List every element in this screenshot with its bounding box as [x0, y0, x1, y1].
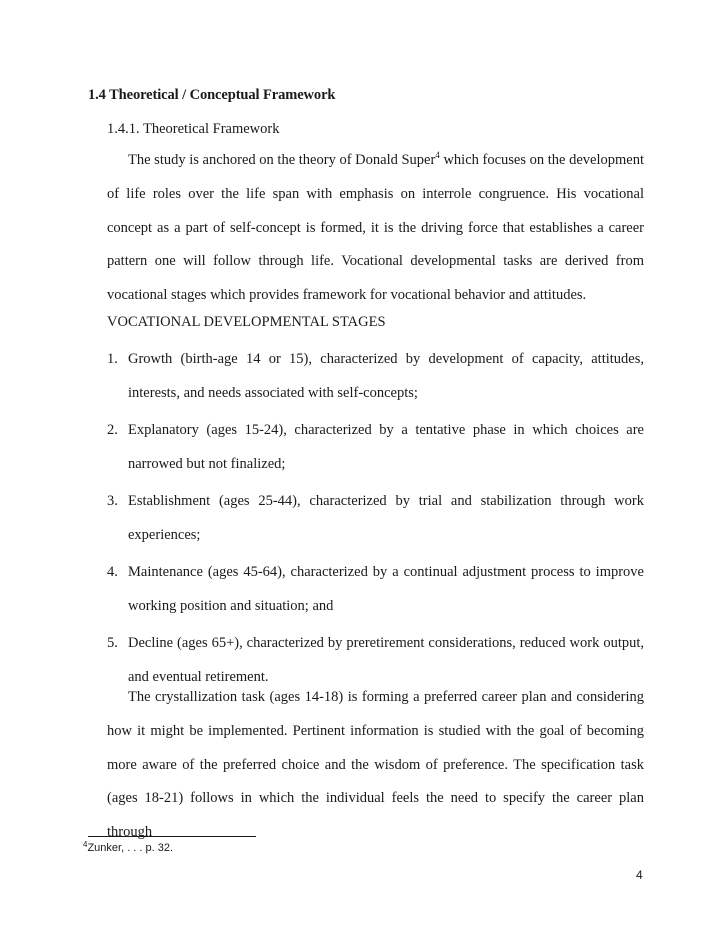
list-item-text: Establishment (ages 25-44), characterized by trial and stabilization through work experiences;: [128, 493, 644, 543]
stages-heading: VOCATIONAL DEVELOPMENTAL STAGES: [107, 314, 386, 330]
paragraph-theory: [107, 144, 644, 313]
footnote-marker: 4: [83, 840, 88, 849]
list-item: [107, 484, 644, 552]
list-item-text: Explanatory (ages 15-24), characterized by a tentative phase in which choices are narrowed but not finalized;: [128, 422, 644, 472]
list-item-text: Maintenance (ages 45-64), characterized by a continual adjustment process to improve working position and situation; and: [128, 564, 644, 614]
paragraph-crystallization: The crystallization task (ages 14-18) is forming a preferred career plan and considering how it might be implemented. Pertinent information is studied with the goal of becoming more aware of the preferred choice and the wisdom of preference. The specification task (ages 18-21) follows in which the individual feels the need to specify the career plan through: [107, 689, 644, 841]
page-number: 4: [636, 868, 643, 882]
subsection-heading: 1.4.1. Theoretical Framework: [107, 121, 280, 137]
list-item-number: 5.: [107, 635, 118, 651]
list-item-text: Growth (birth-age 14 or 15), characterized by development of capacity, attitudes, interests, and needs associated with self-concepts;: [128, 351, 644, 401]
list-item-number: 4.: [107, 564, 118, 580]
paragraph-theory-text-rest: which focuses on the development of life roles over the life span with emphasis on interrole congruence. His vocational concept as a part of self-concept is formed, it is the driving force that establishes a career pattern one will follow through life. Vocational developmental tasks are derived from vocational stages which provides framework for vocational behavior and attitudes.: [107, 152, 645, 304]
list-item-number: 2.: [107, 422, 118, 438]
list-item: [107, 555, 644, 623]
list-item-text: Decline (ages 65+), characterized by preretirement considerations, reduced work output, and eventual retirement.: [128, 635, 644, 685]
paragraph-theory-text-start: The study is anchored on the theory of Donald Super: [128, 152, 436, 168]
footnote-reference: 4: [435, 150, 440, 160]
list-item-number: 1.: [107, 351, 118, 367]
section-heading: 1.4 Theoretical / Conceptual Framework: [88, 87, 336, 103]
list-item-number: 3.: [107, 493, 118, 509]
footnote: [83, 842, 173, 854]
list-item: [107, 413, 644, 481]
footnote-text: Zunker, . . . p. 32.: [87, 842, 174, 854]
stage-list: [107, 342, 644, 697]
list-item: [107, 342, 644, 410]
footnote-divider: [88, 836, 256, 837]
